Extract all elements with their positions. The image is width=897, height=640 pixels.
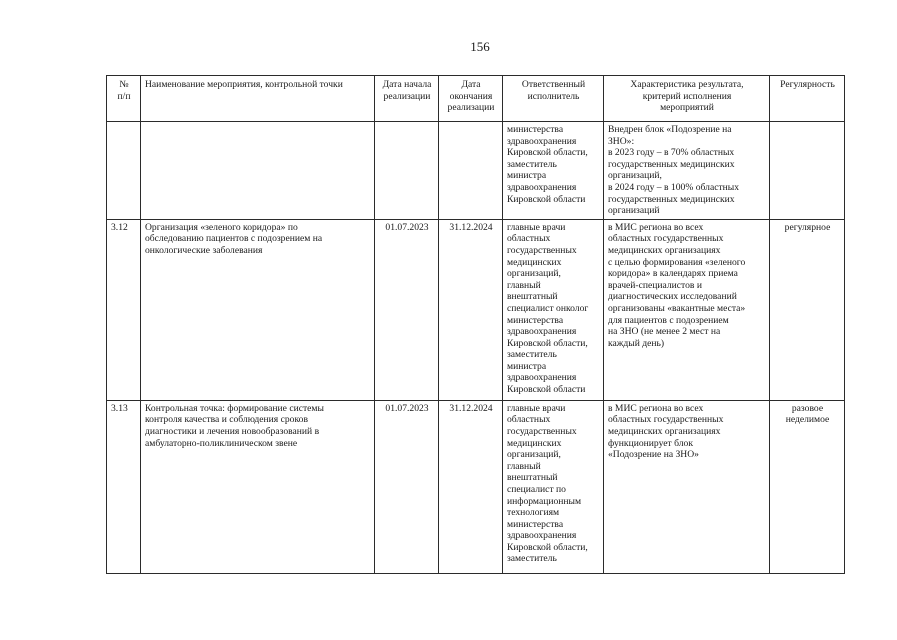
row-result: в МИС региона во всех областных государственных медицинских организациях функционирует блок «Подозрение на ЗНО» <box>604 400 770 573</box>
row-end-date: 31.12.2024 <box>439 400 503 573</box>
row-number <box>107 122 141 220</box>
header-end-date: Дата окончания реализации <box>439 76 503 122</box>
header-start-date: Дата начала реализации <box>375 76 439 122</box>
row-executor: главные врачи областных государственных медицинских организаций, главный внештатный специалист по информационным технологиям министерства здравоохранения Кировской области, заместитель <box>503 400 604 573</box>
header-regularity: Регулярность <box>770 76 845 122</box>
table-row <box>107 122 845 220</box>
header-result: Характеристика результата, критерий исполнения мероприятий <box>604 76 770 122</box>
row-regularity: регулярное <box>770 219 845 400</box>
header-num: № п/п <box>107 76 141 122</box>
row-name: Контрольная точка: формирование системы контроля качества и соблюдения сроков диагностики и лечения новообразований в амбулаторно-поликлиническом звене <box>141 400 375 573</box>
row-end-date: 31.12.2024 <box>439 219 503 400</box>
row-name: Организация «зеленого коридора» по обследованию пациентов с подозрением на онкологические заболевания <box>141 219 375 400</box>
activity-table <box>106 75 845 574</box>
row-name <box>141 122 375 220</box>
page-number: 156 <box>470 39 490 54</box>
table-row <box>107 400 845 573</box>
row-number: 3.12 <box>107 219 141 400</box>
header-executor: Ответственный исполнитель <box>503 76 604 122</box>
row-result: в МИС региона во всех областных государственных медицинских организациях с целью формирования «зеленого коридора» в календарях приема врачей-специалистов и диагностических исследований организованы «вакантные места» для пациентов с подозрением на ЗНО (не менее 2 мест на каждый день) <box>604 219 770 400</box>
row-regularity: разовое неделимое <box>770 400 845 573</box>
row-number: 3.13 <box>107 400 141 573</box>
row-regularity <box>770 122 845 220</box>
row-start-date <box>375 122 439 220</box>
row-start-date: 01.07.2023 <box>375 219 439 400</box>
table-header-row <box>107 76 845 122</box>
row-start-date: 01.07.2023 <box>375 400 439 573</box>
row-end-date <box>439 122 503 220</box>
row-executor: министерства здравоохранения Кировской области, заместитель министра здравоохранения Кировской области <box>503 122 604 220</box>
table-row <box>107 219 845 400</box>
header-name: Наименование мероприятия, контрольной точки <box>141 76 375 122</box>
row-executor: главные врачи областных государственных медицинских организаций, главный внештатный специалист онколог министерства здравоохранения Кировской области, заместитель министра здравоохранения Кировской области <box>503 219 604 400</box>
row-result: Внедрен блок «Подозрение на ЗНО»: в 2023 году – в 70% областных государственных медицинских организаций, в 2024 году – в 100% областных государственных медицинских организаций <box>604 122 770 220</box>
